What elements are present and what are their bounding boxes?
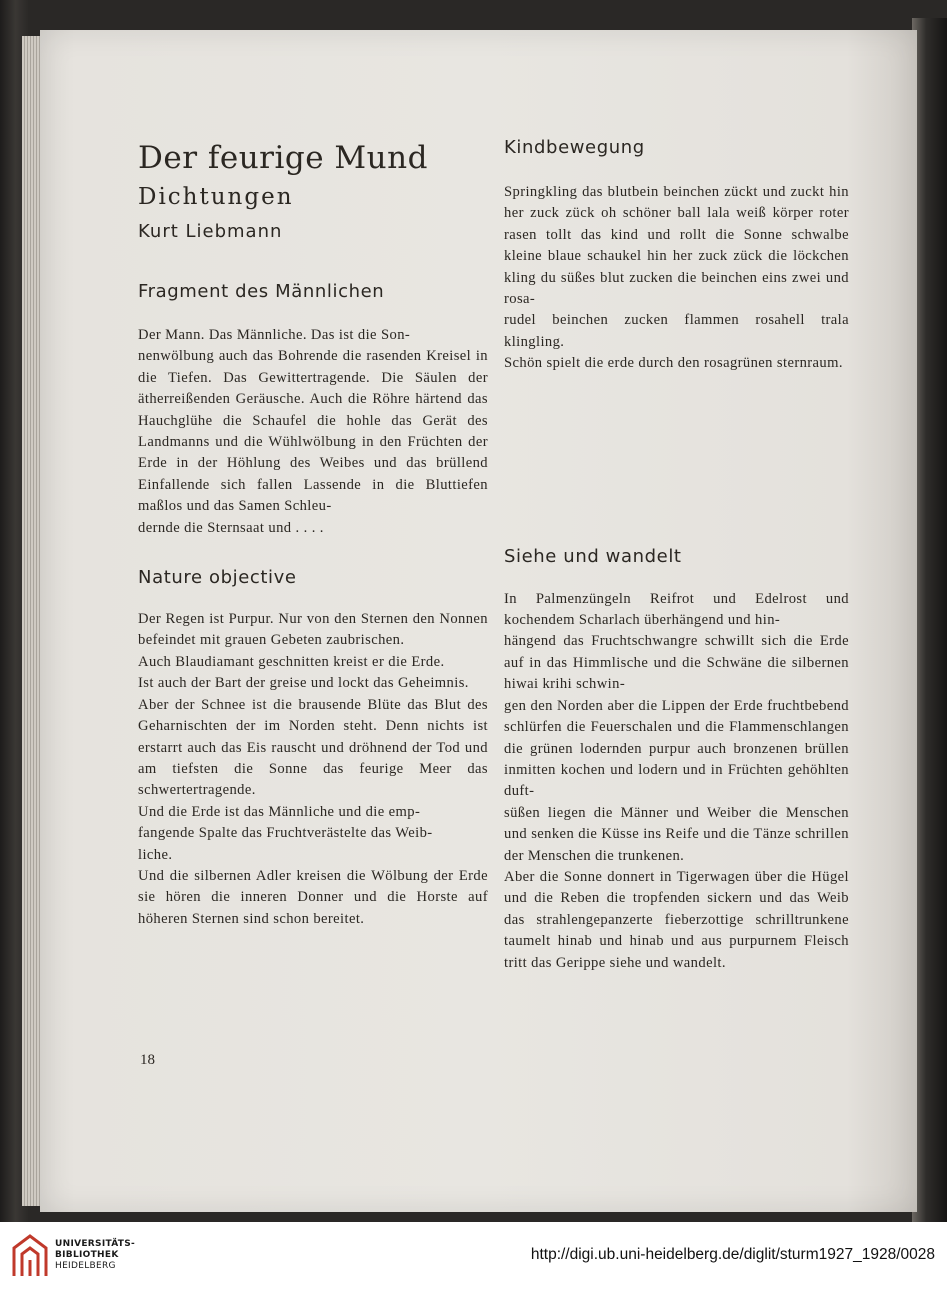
source-url-link[interactable]: http://digi.ub.uni-heidelberg.de/diglit/sturm1927_1928/0028 (530, 1246, 935, 1263)
section-heading-nature: Nature objective (138, 567, 297, 589)
section-heading-siehe: Siehe und wandelt (504, 545, 682, 567)
page-stack-edges (22, 36, 42, 1206)
paragraph: Auch Blaudiamant geschnitten kreist er die Erde. (138, 653, 445, 670)
paragraph: Aber die Sonne donnert in Tigerwagen über die Hügel und die Reben die tropfenden sickern und das Weib das strahlengepanzerte fieberzottige schrilltrunkene taumelt hinab und hinab und aus purpurnem Fleisch tritt das Gerippe siehe und wandelt. (504, 868, 849, 971)
paragraph: Ist auch der Bart der greise und lockt das Geheimnis. (138, 675, 469, 692)
paragraph: Schön spielt die erde durch den rosagrünen sternraum. (504, 355, 843, 372)
paragraph: Und die silbernen Adler kreisen die Wölbung der Erde sie hören die inneren Donner und die Horste auf höheren Sternen sind schon bereitet. (138, 867, 488, 927)
page-title: Der feurige Mund (138, 140, 428, 176)
library-name-line: UNIVERSITÄTS- (55, 1239, 136, 1249)
library-name (55, 1239, 135, 1272)
section-body-siehe (504, 589, 849, 974)
page-number: 18 (140, 1052, 155, 1068)
library-name-line: HEIDELBERG (55, 1261, 116, 1271)
page-subtitle: Dichtungen (138, 184, 294, 210)
book-gutter-shadow (912, 18, 947, 1222)
paragraph: Der Regen ist Purpur. Nur von den Sternen den Nonnen befeindet mit grauen Gebeten zaubrischen. (138, 611, 488, 649)
section-heading-kindbewegung: Kindbewegung (504, 137, 645, 158)
viewer-footer (0, 1222, 947, 1291)
paragraph: Und die Erde ist das Männliche und die emp- fangende Spalte das Fruchtverästelte das Weib- liche. (138, 803, 433, 863)
section-body-kindbewegung (504, 182, 849, 375)
paragraph: Springkling das blutbein beinchen zückt und zuckt hin her zuck zück oh schöner ball lala weiß körper roter rasen tollt das kind und rollt die Sonne schwalbe kleine blaue schaukel hin her zuck zück die löckchen kling du süßes blut zucken die beinchen eins zwei und rosa- rudel beinchen zucken flammen rosahell trala klingling. (504, 184, 849, 350)
paragraph: In Palmenzüngeln Reifrot und Edelrost und kochendem Scharlach überhängend und hin- hängend das Fruchtschwangre schwillt sich die Erde auf in das Himmlische und die Schwäne die silbernen hiwai krihi schwin- gen den Norden aber die Lippen der Erde fruchtbebend schlürfen die Feuerschalen und die Flammenschlangen die grünen lodernden purpur auch bronzenen brüllen inmitten kochen und lodern und in Früchten gehöhlten duft- süßen liegen die Männer und Weiber die Menschen und senken die Küsse ins Reife und die Tänze schrillen der Menschen die trunkenen. (504, 590, 849, 864)
library-name-line: BIBLIOTHEK (55, 1250, 119, 1260)
left-column (138, 130, 488, 930)
section-body-nature (138, 609, 488, 930)
author-name: Kurt Liebmann (138, 221, 283, 242)
section-heading-fragment: Fragment des Männlichen (138, 281, 385, 302)
section-body-fragment: Der Mann. Das Männliche. Das ist die Son- nenwölbung auch das Bohrende die rasenden Kreisel in die Tiefen. Das Gewittertragende. Die Säulen der ätherreißenden Geräusche. Auch die Röhre härtend das Hauchglühe die Schaufel die hohle das Gerät des Landmanns und die Wühlwölbung in den Früchten der Erde in der Höhlung des Weibes und das brüllend Einfallende sich fallen Lassende in die Bluttiefen maßlos und das Samen Schleu- dernde die Sternsaat und . . . . (138, 327, 488, 536)
right-column (504, 136, 849, 974)
paragraph: Aber der Schnee ist die brausende Blüte das Blut des Geharnischten der im Norden steht. Denn nichts ist erstarrt auch das Eis rauscht und dröhnend der Tod und am tiefsten die Sonne das feurige Meer das schwertertragende. (138, 696, 488, 799)
university-library-logo-icon (10, 1232, 50, 1280)
